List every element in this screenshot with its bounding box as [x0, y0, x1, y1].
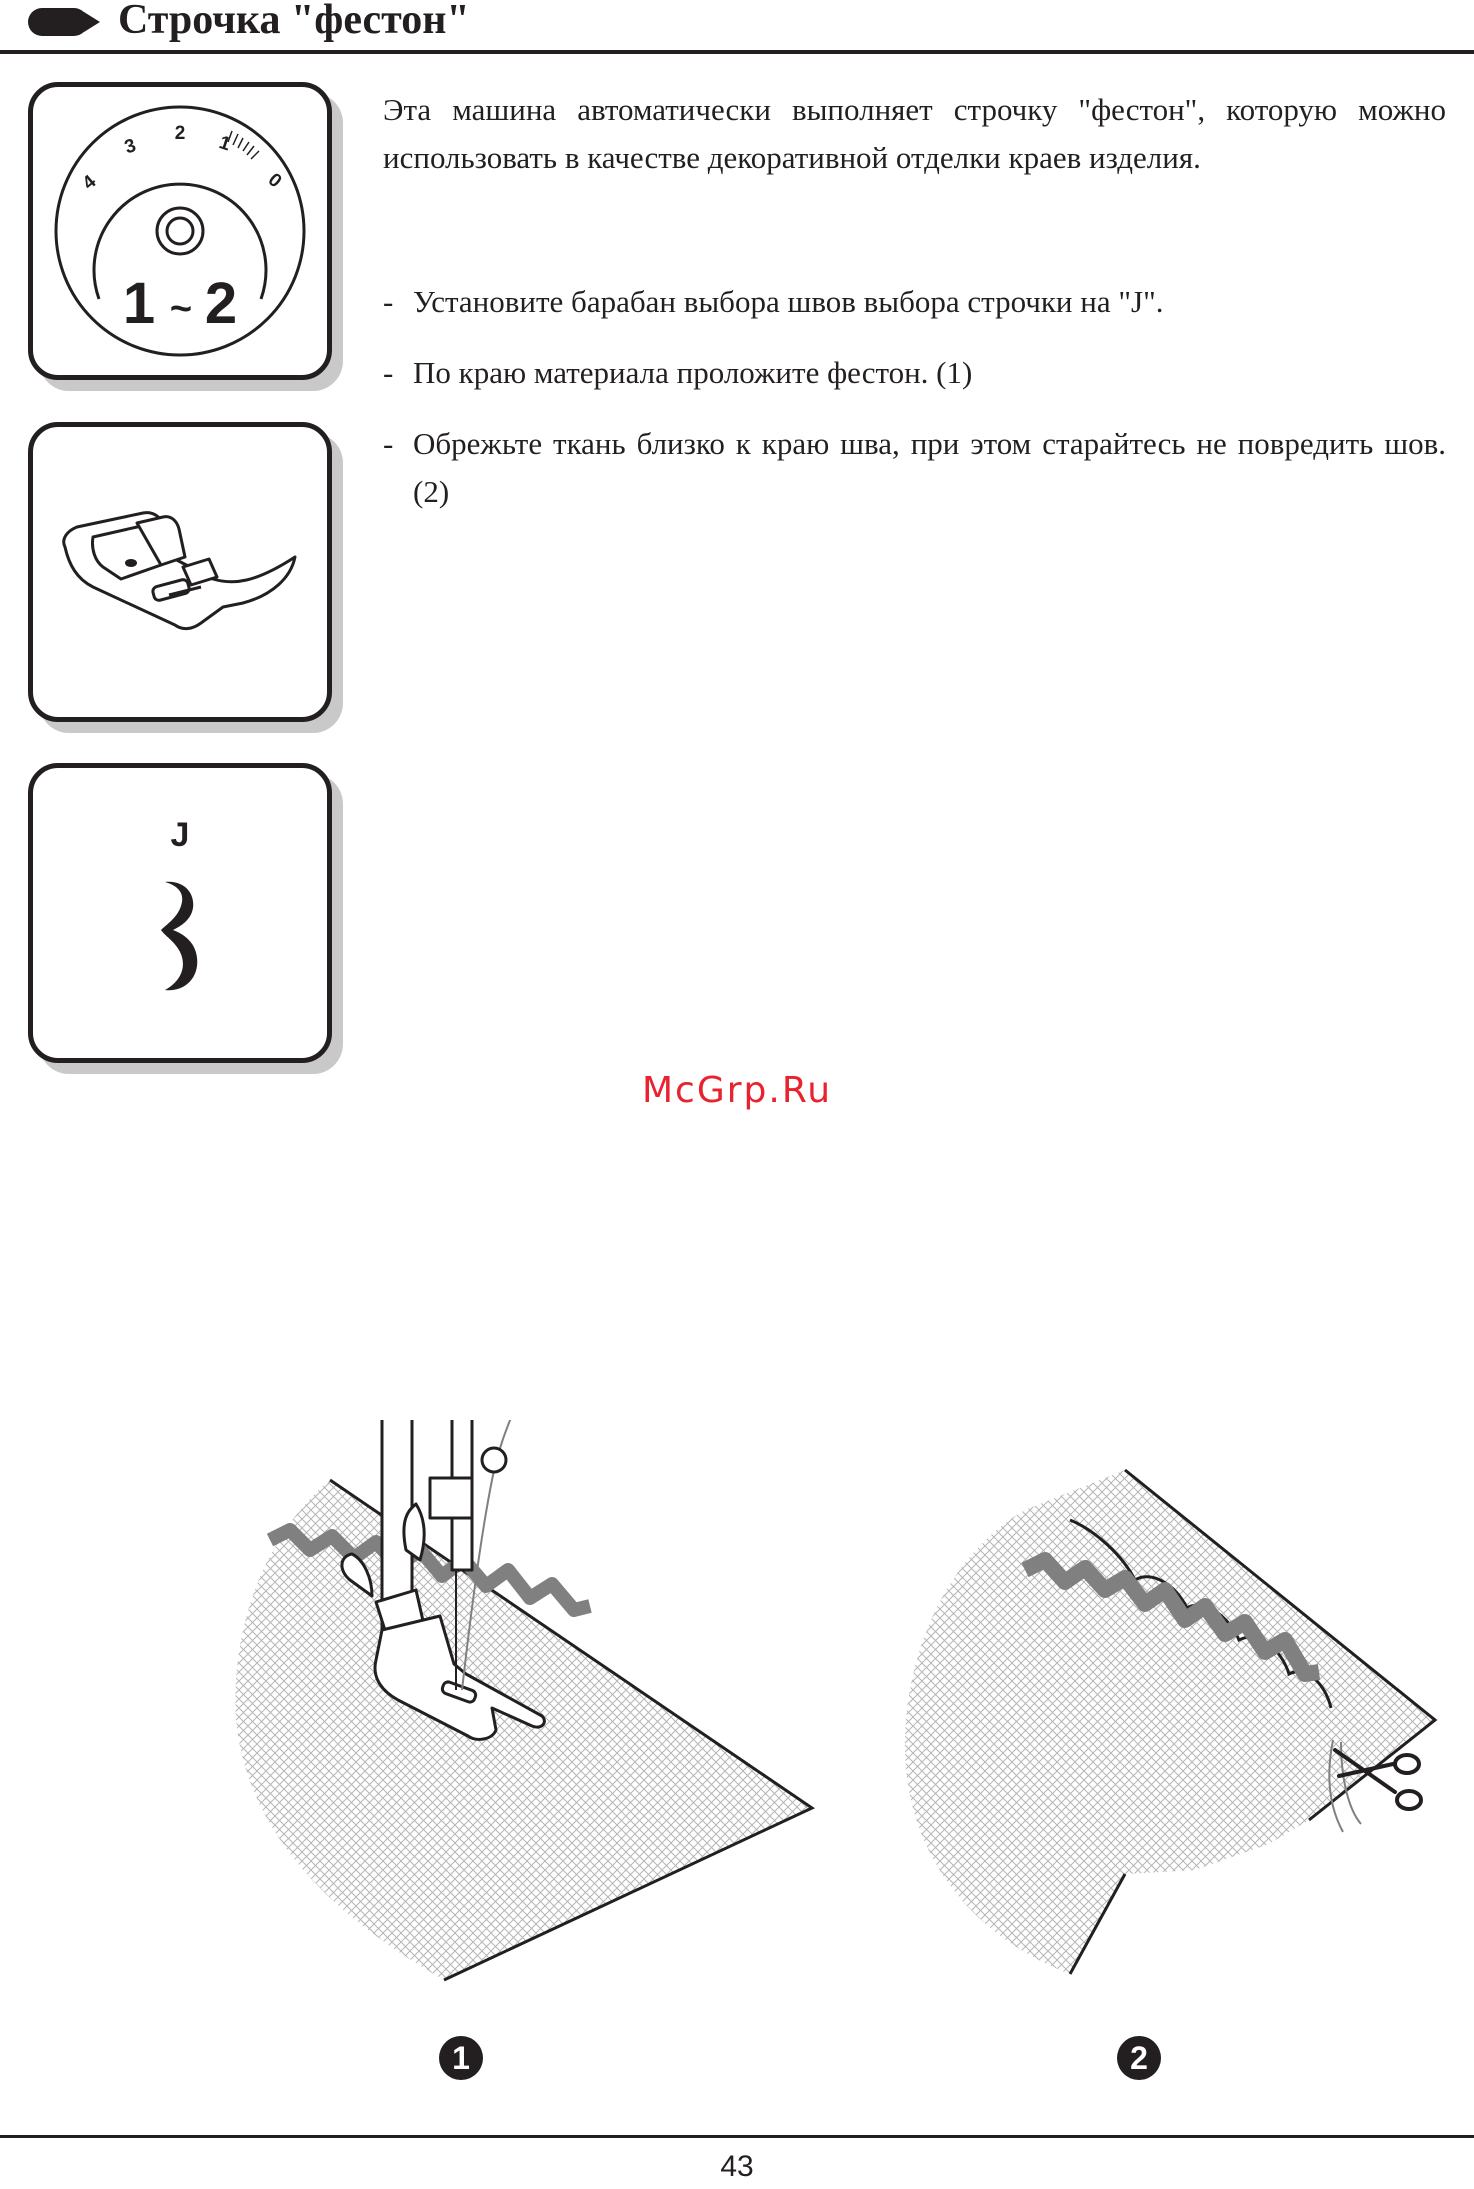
intro-paragraph: Эта машина автоматически выполняет строчку "фестон", которую можно использовать в качестве декоративной отделки краев изделия.	[383, 92, 1446, 175]
section-marker-icon	[28, 8, 88, 36]
dial-mark-1: 1	[216, 132, 233, 156]
trimming-scallop-illustration	[895, 1420, 1455, 2000]
scallop-stitch-icon	[33, 768, 327, 1058]
watermark: McGrp.Ru	[641, 1070, 833, 1111]
zigzag-presser-foot-icon	[33, 427, 327, 717]
dial-setting-high: 2	[204, 271, 238, 336]
step-item	[383, 420, 1446, 516]
instruction-steps	[383, 278, 1446, 539]
stitch-pattern-panel	[28, 763, 332, 1063]
stitch-length-dial-panel	[28, 82, 332, 380]
dial-setting-low: 1	[122, 271, 156, 336]
page-number: 43	[720, 2150, 754, 2183]
dial-setting-tilde: ~	[169, 288, 193, 330]
header-rule	[0, 50, 1474, 54]
figure-2-badge: 2	[1117, 2036, 1161, 2080]
step-text: По краю материала проложите фестон. (1)	[413, 355, 973, 390]
step-item	[383, 349, 1446, 397]
step-marker: -	[383, 426, 394, 461]
dial-mark-4: 4	[78, 171, 101, 195]
page-header	[0, 0, 1474, 56]
dial-mark-2: 2	[174, 123, 186, 144]
stitch-pattern-letter: J	[170, 816, 190, 854]
step-text: Обрежьте ткань близко к краю шва, при этом старайтесь не повредить шов. (2)	[413, 426, 1446, 509]
presser-foot-panel	[28, 422, 332, 722]
page-title: Строчка "фестон"	[118, 0, 470, 43]
figure-1-badge: 1	[439, 2036, 483, 2080]
sewing-scallop-illustration	[230, 1420, 830, 2000]
dial-mark-0: 0	[263, 169, 286, 193]
section-arrow-icon	[84, 12, 100, 32]
stitch-length-dial-icon	[33, 87, 327, 375]
dial-mark-3: 3	[122, 135, 139, 159]
step-marker: -	[383, 355, 394, 390]
step-marker: -	[383, 284, 394, 319]
step-item	[383, 278, 1446, 326]
footer-rule	[0, 2135, 1474, 2138]
step-text: Установите барабан выбора швов выбора строчки на "J".	[413, 284, 1164, 319]
